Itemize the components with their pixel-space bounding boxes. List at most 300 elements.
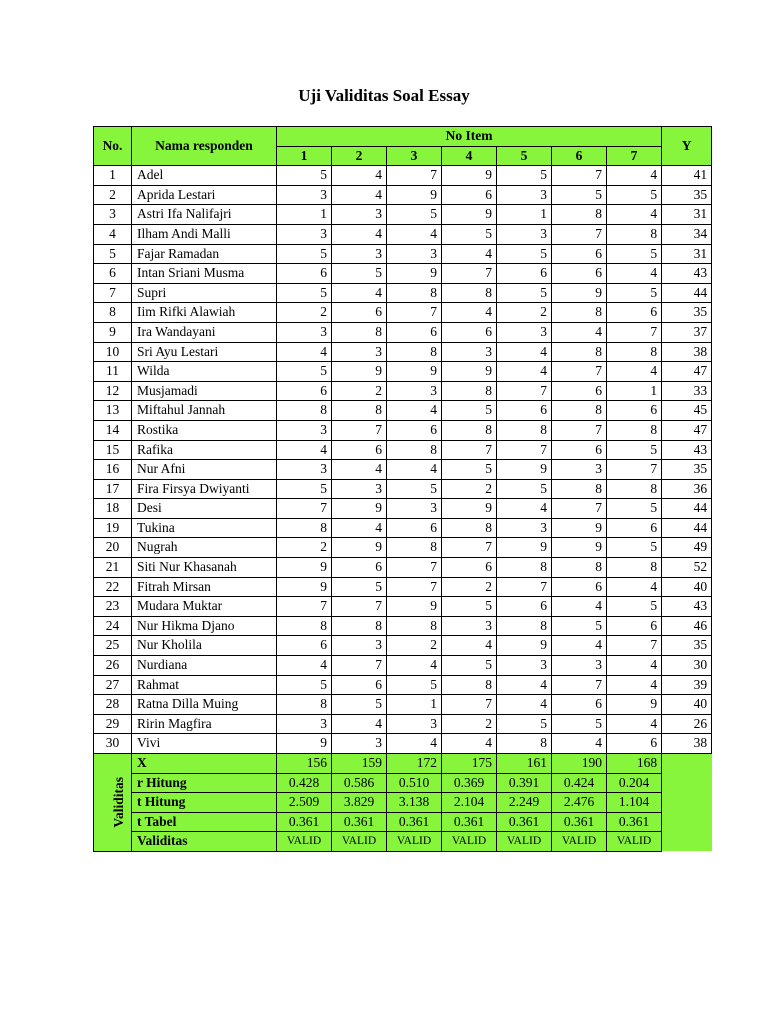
item-score: 9 (277, 734, 332, 754)
summary-value: 0.391 (497, 773, 552, 793)
respondent-name: Nur Afni (132, 460, 277, 480)
item-score: 5 (442, 460, 497, 480)
table-row (94, 362, 712, 382)
item-score: 9 (277, 558, 332, 578)
table-row (94, 616, 712, 636)
item-score: 4 (387, 224, 442, 244)
header-no: No. (94, 127, 132, 166)
total-y: 35 (662, 185, 712, 205)
item-score: 8 (277, 695, 332, 715)
item-score: 8 (387, 538, 442, 558)
respondent-name: Mudara Muktar (132, 597, 277, 617)
item-score: 5 (607, 597, 662, 617)
total-y: 44 (662, 499, 712, 519)
row-number: 14 (94, 420, 132, 440)
summary-value: 161 (497, 754, 552, 774)
item-score: 4 (607, 577, 662, 597)
item-score: 9 (442, 362, 497, 382)
item-score: 7 (552, 675, 607, 695)
respondent-name: Ratna Dilla Muing (132, 695, 277, 715)
total-y: 35 (662, 303, 712, 323)
table-row (94, 518, 712, 538)
summary-value: 3.829 (332, 793, 387, 813)
summary-value: 0.204 (607, 773, 662, 793)
item-score: 3 (387, 381, 442, 401)
item-score: 6 (387, 518, 442, 538)
item-score: 8 (552, 205, 607, 225)
row-number: 26 (94, 656, 132, 676)
row-number: 13 (94, 401, 132, 421)
summary-value: 0.510 (387, 773, 442, 793)
respondent-name: Aprida Lestari (132, 185, 277, 205)
summary-value: 0.361 (277, 812, 332, 832)
summary-value: VALID (277, 832, 332, 852)
item-score: 7 (552, 224, 607, 244)
item-score: 8 (552, 479, 607, 499)
item-score: 4 (607, 166, 662, 186)
summary-row (94, 793, 712, 813)
item-score: 8 (277, 518, 332, 538)
total-y: 43 (662, 597, 712, 617)
item-score: 8 (552, 303, 607, 323)
item-score: 5 (607, 440, 662, 460)
item-score: 4 (497, 675, 552, 695)
item-score: 9 (442, 205, 497, 225)
item-score: 6 (607, 303, 662, 323)
item-score: 7 (332, 420, 387, 440)
respondent-name: Ilham Andi Malli (132, 224, 277, 244)
item-score: 4 (332, 185, 387, 205)
respondent-name: Supri (132, 283, 277, 303)
row-number: 24 (94, 616, 132, 636)
item-score: 6 (497, 264, 552, 284)
item-score: 4 (332, 224, 387, 244)
page-title: Uji Validitas Soal Essay (298, 86, 470, 105)
summary-label: r Hitung (132, 773, 277, 793)
item-score: 2 (442, 714, 497, 734)
item-score: 3 (277, 185, 332, 205)
total-y: 30 (662, 656, 712, 676)
summary-value: 0.361 (332, 812, 387, 832)
item-score: 4 (497, 499, 552, 519)
respondent-name: Fitrah Mirsan (132, 577, 277, 597)
item-score: 9 (497, 636, 552, 656)
respondent-name: Nurdiana (132, 656, 277, 676)
row-number: 7 (94, 283, 132, 303)
item-score: 7 (387, 166, 442, 186)
respondent-name: Sri Ayu Lestari (132, 342, 277, 362)
summary-row (94, 754, 712, 774)
item-score: 6 (552, 264, 607, 284)
item-score: 4 (332, 460, 387, 480)
row-number: 3 (94, 205, 132, 225)
table-row (94, 342, 712, 362)
item-score: 6 (607, 734, 662, 754)
item-score: 5 (332, 264, 387, 284)
item-score: 9 (387, 597, 442, 617)
item-score: 2 (277, 303, 332, 323)
summary-value: VALID (497, 832, 552, 852)
item-score: 4 (497, 362, 552, 382)
row-number: 15 (94, 440, 132, 460)
row-number: 23 (94, 597, 132, 617)
header-name: Nama responden (132, 127, 277, 166)
item-score: 3 (277, 714, 332, 734)
item-score: 8 (332, 322, 387, 342)
table-row (94, 499, 712, 519)
item-score: 6 (387, 322, 442, 342)
item-score: 8 (552, 401, 607, 421)
item-score: 5 (442, 401, 497, 421)
item-score: 7 (497, 577, 552, 597)
item-score: 7 (277, 597, 332, 617)
item-score: 4 (497, 695, 552, 715)
item-score: 4 (552, 636, 607, 656)
validitas-side-label (94, 754, 132, 852)
item-score: 5 (497, 244, 552, 264)
item-score: 8 (607, 342, 662, 362)
item-score: 8 (387, 440, 442, 460)
item-score: 5 (497, 714, 552, 734)
respondent-name: Iim Rifki Alawiah (132, 303, 277, 323)
header-item: 2 (332, 146, 387, 166)
item-score: 3 (497, 322, 552, 342)
item-score: 4 (607, 656, 662, 676)
header-item: 6 (552, 146, 607, 166)
item-score: 5 (277, 675, 332, 695)
table-row (94, 577, 712, 597)
summary-label: X (132, 754, 277, 774)
item-score: 8 (497, 558, 552, 578)
item-score: 5 (277, 479, 332, 499)
summary-value: 168 (607, 754, 662, 774)
item-score: 8 (442, 381, 497, 401)
item-score: 3 (387, 244, 442, 264)
item-score: 9 (497, 538, 552, 558)
item-score: 7 (552, 166, 607, 186)
summary-value: 1.104 (607, 793, 662, 813)
item-score: 3 (332, 342, 387, 362)
item-score: 2 (277, 538, 332, 558)
item-score: 9 (332, 499, 387, 519)
respondent-name: Musjamadi (132, 381, 277, 401)
item-score: 3 (497, 224, 552, 244)
item-score: 6 (552, 695, 607, 715)
item-score: 6 (332, 675, 387, 695)
table-row (94, 558, 712, 578)
item-score: 9 (387, 362, 442, 382)
row-number: 11 (94, 362, 132, 382)
item-score: 5 (607, 244, 662, 264)
item-score: 6 (332, 303, 387, 323)
item-score: 4 (497, 342, 552, 362)
item-score: 5 (442, 656, 497, 676)
item-score: 3 (552, 460, 607, 480)
item-score: 3 (552, 656, 607, 676)
item-score: 3 (497, 656, 552, 676)
total-y: 31 (662, 205, 712, 225)
item-score: 7 (387, 303, 442, 323)
row-number: 17 (94, 479, 132, 499)
summary-value: 190 (552, 754, 607, 774)
summary-y-blank (662, 754, 712, 852)
row-number: 2 (94, 185, 132, 205)
respondent-name: Vivi (132, 734, 277, 754)
item-score: 8 (387, 616, 442, 636)
item-score: 7 (387, 577, 442, 597)
row-number: 4 (94, 224, 132, 244)
item-score: 9 (552, 283, 607, 303)
total-y: 36 (662, 479, 712, 499)
item-score: 5 (607, 185, 662, 205)
item-score: 3 (442, 616, 497, 636)
item-score: 4 (332, 283, 387, 303)
total-y: 41 (662, 166, 712, 186)
item-score: 5 (607, 499, 662, 519)
summary-value: 2.509 (277, 793, 332, 813)
item-score: 5 (497, 166, 552, 186)
row-number: 6 (94, 264, 132, 284)
table-row (94, 656, 712, 676)
item-score: 6 (552, 381, 607, 401)
item-score: 9 (552, 518, 607, 538)
item-score: 8 (332, 401, 387, 421)
summary-row (94, 773, 712, 793)
total-y: 40 (662, 695, 712, 715)
row-number: 18 (94, 499, 132, 519)
item-score: 5 (552, 616, 607, 636)
summary-row (94, 832, 712, 852)
table-row (94, 185, 712, 205)
item-score: 9 (332, 538, 387, 558)
item-score: 3 (332, 205, 387, 225)
summary-value: 159 (332, 754, 387, 774)
respondent-name: Rostika (132, 420, 277, 440)
item-score: 7 (332, 656, 387, 676)
item-score: 4 (442, 734, 497, 754)
item-score: 6 (497, 401, 552, 421)
summary-value: 0.361 (442, 812, 497, 832)
respondent-name: Astri Ifa Nalifajri (132, 205, 277, 225)
header-item: 1 (277, 146, 332, 166)
total-y: 26 (662, 714, 712, 734)
item-score: 9 (387, 185, 442, 205)
header-item: 4 (442, 146, 497, 166)
summary-row (94, 812, 712, 832)
respondent-name: Tukina (132, 518, 277, 538)
table-row (94, 479, 712, 499)
item-score: 6 (607, 616, 662, 636)
total-y: 43 (662, 264, 712, 284)
total-y: 31 (662, 244, 712, 264)
item-score: 4 (552, 322, 607, 342)
item-score: 4 (387, 734, 442, 754)
item-score: 6 (277, 381, 332, 401)
summary-value: 2.249 (497, 793, 552, 813)
item-score: 4 (332, 518, 387, 538)
item-score: 6 (442, 185, 497, 205)
item-score: 3 (332, 244, 387, 264)
item-score: 7 (552, 362, 607, 382)
summary-value: VALID (552, 832, 607, 852)
item-score: 2 (332, 381, 387, 401)
item-score: 4 (332, 714, 387, 734)
table-row (94, 264, 712, 284)
total-y: 47 (662, 362, 712, 382)
item-score: 7 (607, 636, 662, 656)
item-score: 8 (442, 518, 497, 538)
item-score: 6 (442, 558, 497, 578)
table-row (94, 401, 712, 421)
table-row (94, 166, 712, 186)
summary-value: 0.361 (387, 812, 442, 832)
item-score: 5 (607, 283, 662, 303)
item-score: 8 (607, 479, 662, 499)
table-row (94, 205, 712, 225)
item-score: 9 (552, 538, 607, 558)
item-score: 7 (607, 322, 662, 342)
table-row (94, 283, 712, 303)
item-score: 8 (607, 558, 662, 578)
item-score: 1 (607, 381, 662, 401)
item-score: 5 (552, 714, 607, 734)
summary-value: VALID (387, 832, 442, 852)
row-number: 22 (94, 577, 132, 597)
item-score: 4 (552, 597, 607, 617)
total-y: 46 (662, 616, 712, 636)
summary-value: 0.369 (442, 773, 497, 793)
item-score: 5 (332, 577, 387, 597)
row-number: 30 (94, 734, 132, 754)
row-number: 12 (94, 381, 132, 401)
item-score: 3 (497, 185, 552, 205)
item-score: 3 (332, 636, 387, 656)
respondent-name: Rafika (132, 440, 277, 460)
header-y: Y (662, 127, 712, 166)
row-number: 5 (94, 244, 132, 264)
row-number: 27 (94, 675, 132, 695)
table-row (94, 244, 712, 264)
item-score: 4 (332, 166, 387, 186)
item-score: 4 (442, 636, 497, 656)
row-number: 10 (94, 342, 132, 362)
summary-value: VALID (607, 832, 662, 852)
item-score: 3 (277, 224, 332, 244)
summary-value: 172 (387, 754, 442, 774)
respondent-name: Wilda (132, 362, 277, 382)
item-score: 4 (277, 342, 332, 362)
row-number: 1 (94, 166, 132, 186)
item-score: 5 (552, 185, 607, 205)
item-score: 4 (607, 362, 662, 382)
item-score: 7 (497, 440, 552, 460)
item-score: 7 (387, 558, 442, 578)
item-score: 6 (552, 577, 607, 597)
item-score: 4 (387, 460, 442, 480)
respondent-name: Intan Sriani Musma (132, 264, 277, 284)
item-score: 4 (607, 205, 662, 225)
respondent-name: Nugrah (132, 538, 277, 558)
table-row (94, 695, 712, 715)
total-y: 35 (662, 636, 712, 656)
table-row (94, 303, 712, 323)
respondent-name: Ririn Magfira (132, 714, 277, 734)
item-score: 8 (277, 616, 332, 636)
item-score: 6 (607, 518, 662, 538)
item-score: 2 (442, 479, 497, 499)
summary-value: 0.361 (552, 812, 607, 832)
item-score: 7 (442, 538, 497, 558)
header-no-item: No Item (277, 127, 662, 147)
table-row (94, 636, 712, 656)
respondent-name: Nur Hikma Djano (132, 616, 277, 636)
row-number: 21 (94, 558, 132, 578)
item-score: 5 (332, 695, 387, 715)
summary-label: t Hitung (132, 793, 277, 813)
item-score: 1 (277, 205, 332, 225)
total-y: 35 (662, 460, 712, 480)
respondent-name: Fira Firsya Dwiyanti (132, 479, 277, 499)
item-score: 3 (387, 714, 442, 734)
respondent-name: Siti Nur Khasanah (132, 558, 277, 578)
item-score: 8 (332, 616, 387, 636)
item-score: 4 (552, 734, 607, 754)
table-row (94, 460, 712, 480)
table-row (94, 322, 712, 342)
summary-value: 0.361 (497, 812, 552, 832)
item-score: 9 (442, 499, 497, 519)
total-y: 34 (662, 224, 712, 244)
item-score: 8 (497, 734, 552, 754)
total-y: 40 (662, 577, 712, 597)
summary-value: VALID (332, 832, 387, 852)
item-score: 5 (387, 675, 442, 695)
table-row (94, 675, 712, 695)
item-score: 3 (277, 420, 332, 440)
row-number: 8 (94, 303, 132, 323)
item-score: 5 (277, 362, 332, 382)
item-score: 7 (442, 695, 497, 715)
table-row (94, 734, 712, 754)
table-row (94, 440, 712, 460)
item-score: 5 (442, 597, 497, 617)
item-score: 7 (552, 420, 607, 440)
item-score: 8 (277, 401, 332, 421)
item-score: 3 (332, 734, 387, 754)
summary-value: 0.586 (332, 773, 387, 793)
item-score: 2 (497, 303, 552, 323)
total-y: 38 (662, 734, 712, 754)
summary-value: 0.428 (277, 773, 332, 793)
item-score: 6 (277, 636, 332, 656)
total-y: 49 (662, 538, 712, 558)
respondent-name: Ira Wandayani (132, 322, 277, 342)
validitas-side-text: Validitas (110, 777, 126, 828)
total-y: 45 (662, 401, 712, 421)
item-score: 8 (442, 675, 497, 695)
total-y: 38 (662, 342, 712, 362)
item-score: 7 (442, 440, 497, 460)
item-score: 3 (497, 518, 552, 538)
total-y: 52 (662, 558, 712, 578)
total-y: 39 (662, 675, 712, 695)
respondent-name: Nur Kholila (132, 636, 277, 656)
item-score: 8 (607, 224, 662, 244)
summary-label: Validitas (132, 832, 277, 852)
item-score: 2 (442, 577, 497, 597)
item-score: 2 (387, 636, 442, 656)
respondent-name: Rahmat (132, 675, 277, 695)
